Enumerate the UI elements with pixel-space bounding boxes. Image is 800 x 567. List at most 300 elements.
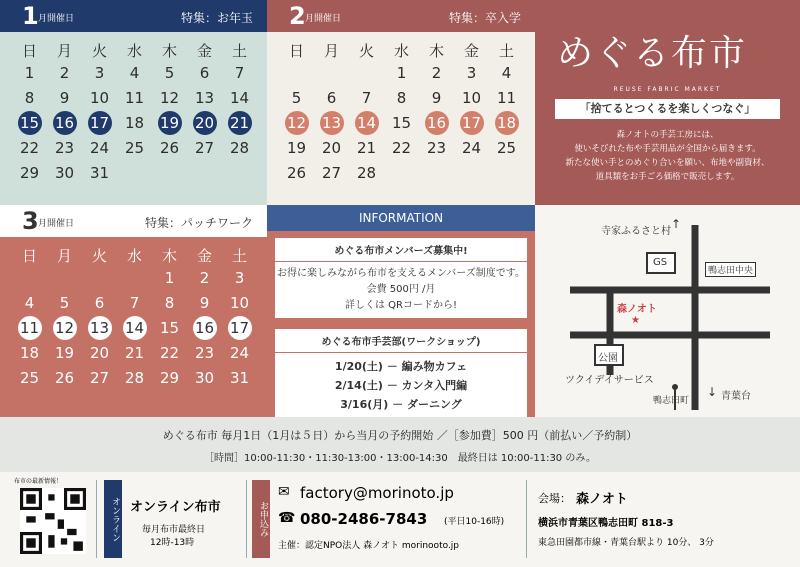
day-number: 5: [164, 63, 175, 82]
day-number: 7: [129, 293, 140, 312]
weekday-label: 水: [126, 41, 142, 60]
weekday-label: 月: [323, 41, 339, 60]
day-number: 14: [229, 88, 250, 107]
brand-description: [541, 128, 794, 184]
day-number: 13: [194, 88, 215, 107]
calendar-day: [82, 341, 117, 365]
week-row: [12, 85, 257, 110]
access-map: [535, 205, 800, 417]
calendar-day: [454, 136, 489, 160]
day-number: [158, 159, 182, 183]
calendar-day: [152, 136, 187, 160]
organizer: 主催：認定NPO法人 森ノオト morinooto.jp: [278, 541, 460, 551]
calendar-day: [152, 316, 187, 340]
weekday-label: 金: [463, 41, 479, 60]
weekday-label: 日: [288, 41, 304, 60]
calendar-day: [454, 61, 489, 85]
contact-tab: お申込み: [252, 480, 270, 558]
event-day: [82, 316, 117, 340]
calendar-day: [82, 161, 117, 185]
desc-line: 新たな使い手とのめぐり合いを願い、布地や副資材、: [565, 158, 770, 168]
day-number: 18: [495, 111, 519, 135]
calendar-day: [12, 291, 47, 315]
day-number: 7: [234, 63, 245, 82]
day-number: [425, 159, 449, 183]
event-day: [152, 111, 187, 135]
day-number: 24: [461, 138, 482, 157]
week-row: [279, 135, 524, 160]
month-number: 3: [22, 207, 39, 235]
month-number: 2: [289, 2, 306, 30]
day-number: 17: [228, 316, 252, 340]
day-number: 19: [286, 138, 307, 157]
calendar-day: [82, 136, 117, 160]
calendar-day: [47, 366, 82, 390]
event-day: [82, 111, 117, 135]
arrow-up-icon: ↑: [671, 217, 682, 231]
desc-line: 森ノオトの手芸工房には、: [616, 130, 719, 140]
workshop-title: めぐる布市手芸部(ワークショップ): [275, 329, 527, 353]
weekday-label: 日: [21, 41, 37, 60]
desc-line: 使いそびれた布や手芸用品が全国から届きます。: [574, 144, 761, 154]
divider: [246, 480, 247, 558]
day-number: 19: [54, 343, 75, 362]
january-calendar: [0, 0, 267, 205]
day-number: 29: [19, 163, 40, 182]
calendar-day: [117, 111, 152, 135]
event-day: [314, 111, 349, 135]
aoba-label: 青葉台: [721, 391, 751, 402]
day-number: 10: [229, 293, 250, 312]
email-link[interactable]: factory@morinoto.jp: [300, 484, 454, 502]
day-number: 24: [89, 138, 110, 157]
feature-label: 特集：お年玉: [180, 11, 253, 25]
march-calendar: [0, 205, 267, 417]
weekday-header: [12, 40, 257, 60]
calendar-day: [82, 291, 117, 315]
calendar-day: [279, 59, 314, 87]
day-number: 22: [19, 138, 40, 157]
brand-slogan: 「捨てるとつくるを楽しくつなぐ」: [555, 99, 780, 119]
day-number: [355, 59, 379, 83]
week-row: [12, 135, 257, 160]
day-number: 13: [88, 316, 112, 340]
calendar-day: [187, 136, 222, 160]
day-number: [495, 159, 519, 183]
schedule-footer: [0, 417, 800, 472]
weekday-label: 火: [91, 246, 107, 265]
day-number: 17: [460, 111, 484, 135]
venue-label: 会場：: [538, 492, 571, 505]
online-sub: 毎月布市最終日: [142, 525, 206, 535]
week-row: [279, 110, 524, 135]
day-number: 26: [286, 163, 307, 182]
weekday-label: 土: [231, 246, 247, 265]
calendar-day: [47, 161, 82, 185]
weekday-label: 火: [358, 41, 374, 60]
day-number: 29: [159, 368, 180, 387]
calendar-day: [384, 159, 419, 187]
weekday-label: 水: [126, 246, 142, 265]
month-number: 1: [22, 2, 39, 30]
park-label: 公園: [598, 353, 618, 364]
calendar-day: [47, 264, 82, 292]
calendar-day: [12, 136, 47, 160]
calendar-day: [117, 341, 152, 365]
month-label: 月開催日: [38, 14, 75, 24]
week-row: [279, 85, 524, 110]
calendar-day: [349, 136, 384, 160]
calendar-day: [419, 61, 454, 85]
calendar-day: [187, 86, 222, 110]
day-number: [460, 159, 484, 183]
calendar-day: [454, 86, 489, 110]
day-number: 10: [461, 88, 482, 107]
day-number: 15: [159, 318, 180, 337]
day-number: 21: [228, 111, 252, 135]
weekday-label: 木: [161, 246, 177, 265]
calendar-day: [47, 136, 82, 160]
day-number: 8: [24, 88, 35, 107]
calendar-day: [117, 291, 152, 315]
day-number: [285, 59, 309, 83]
calendar-day: [12, 366, 47, 390]
day-number: 28: [356, 163, 377, 182]
calendar-day: [187, 291, 222, 315]
day-number: 8: [164, 293, 175, 312]
day-number: [123, 264, 147, 288]
day-number: 11: [18, 316, 42, 340]
week-row: [12, 265, 257, 290]
calendar-day: [279, 161, 314, 185]
calendar-grid: [12, 245, 257, 390]
calendar-day: [82, 61, 117, 85]
online-tab: オンライン: [104, 480, 122, 558]
store-label: 森ノオト: [617, 304, 657, 315]
online-title: オンライン布市: [130, 500, 221, 515]
calendar-day: [47, 291, 82, 315]
day-number: 30: [54, 163, 75, 182]
calendar-day: [152, 366, 187, 390]
phone-number[interactable]: 080-2486-7843: [300, 510, 428, 528]
day-number: [88, 264, 112, 288]
day-number: 23: [54, 138, 75, 157]
day-number: 12: [159, 88, 180, 107]
day-number: 21: [124, 343, 145, 362]
day-number: 10: [89, 88, 110, 107]
day-number: 1: [396, 63, 407, 82]
event-day: [187, 316, 222, 340]
feature-label: 特集：卒入学: [448, 11, 521, 25]
phone-hours: (平日10-16時): [444, 517, 505, 527]
weekday-label: 水: [393, 41, 409, 60]
calendar-day: [489, 159, 524, 187]
calendar-day: [117, 86, 152, 110]
calendar-day: [222, 159, 257, 187]
day-number: 6: [94, 293, 105, 312]
calendar-day: [152, 61, 187, 85]
calendar-day: [152, 159, 187, 187]
event-day: [222, 111, 257, 135]
members-text: [275, 262, 527, 318]
weekday-label: 月: [56, 246, 72, 265]
event-day: [12, 111, 47, 135]
weekday-label: 金: [196, 41, 212, 60]
calendar-grid: [279, 40, 524, 185]
online-time: 12時-13時: [150, 538, 195, 548]
day-number: 27: [89, 368, 110, 387]
day-number: 3: [466, 63, 477, 82]
day-number: 24: [229, 343, 250, 362]
workshop-box: [275, 329, 527, 418]
members-line: 会費 500円 /月: [366, 284, 436, 295]
day-number: 25: [124, 138, 145, 157]
week-row: [279, 160, 524, 185]
calendar-grid: [12, 40, 257, 185]
brand-logo: めぐる布市: [557, 33, 748, 74]
day-number: 9: [431, 88, 442, 107]
day-number: 4: [501, 63, 512, 82]
event-day: [419, 111, 454, 135]
calendar-day: [384, 111, 419, 135]
day-number: [18, 264, 42, 288]
brand-panel: [535, 0, 800, 205]
day-number: [320, 59, 344, 83]
event-day: [454, 111, 489, 135]
calendar-day: [152, 341, 187, 365]
calendar-day: [222, 366, 257, 390]
calendar-day: [82, 366, 117, 390]
schedule-line: めぐる布市 毎月1日（1月は５日）から当月の予約開始 ／［参加費］500 円（前払い／予約制）: [162, 429, 638, 442]
calendar-day: [117, 159, 152, 187]
calendar-day: [187, 341, 222, 365]
day-number: 2: [59, 63, 70, 82]
february-calendar: [267, 0, 535, 205]
day-number: 20: [193, 111, 217, 135]
day-number: 22: [391, 138, 412, 157]
day-number: 2: [431, 63, 442, 82]
calendar-day: [384, 86, 419, 110]
calendar-day: [349, 59, 384, 87]
calendar-day: [314, 136, 349, 160]
members-line: お得に楽しみながら布市を支えるメンバーズ制度です。: [277, 268, 525, 279]
day-number: 15: [18, 111, 42, 135]
calendar-day: [279, 86, 314, 110]
day-number: 25: [19, 368, 40, 387]
calendar-day: [117, 61, 152, 85]
qr-code-icon[interactable]: [20, 488, 86, 554]
day-number: 7: [361, 88, 372, 107]
gs-label: GS: [653, 257, 668, 268]
weekday-label: 木: [428, 41, 444, 60]
day-number: 18: [124, 113, 145, 132]
day-number: 13: [320, 111, 344, 135]
day-number: 28: [124, 368, 145, 387]
arrow-down-icon: ↓: [707, 385, 718, 399]
week-row: [12, 315, 257, 340]
calendar-day: [152, 86, 187, 110]
day-number: 6: [199, 63, 210, 82]
calendar-day: [222, 61, 257, 85]
divider: [526, 480, 527, 558]
calendar-day: [384, 136, 419, 160]
calendar-day: [349, 86, 384, 110]
day-number: 30: [194, 368, 215, 387]
day-number: 17: [88, 111, 112, 135]
calendar-day: [222, 136, 257, 160]
workshop-item: 2/14(土) － カンタ入門編: [334, 379, 468, 392]
access-info: 東急田園都市線・青葉台駅より 10分、 3分: [538, 538, 714, 548]
day-number: 14: [123, 316, 147, 340]
event-day: [12, 316, 47, 340]
event-day: [117, 316, 152, 340]
calendar-day: [419, 86, 454, 110]
day-number: 5: [59, 293, 70, 312]
weekday-label: 日: [21, 246, 37, 265]
calendar-day: [152, 266, 187, 290]
day-number: 25: [496, 138, 517, 157]
week-row: [12, 365, 257, 390]
day-number: [390, 159, 414, 183]
day-number: 22: [159, 343, 180, 362]
station-label: 鴨志田町: [653, 396, 690, 406]
calendar-day: [12, 264, 47, 292]
day-number: 20: [321, 138, 342, 157]
calendar-day: [222, 341, 257, 365]
day-number: 23: [426, 138, 447, 157]
day-number: 5: [291, 88, 302, 107]
calendar-day: [117, 136, 152, 160]
weekday-label: 木: [161, 41, 177, 60]
information-panel: [267, 205, 535, 417]
day-number: 9: [199, 293, 210, 312]
calendar-day: [187, 266, 222, 290]
address: 横浜市青葉区鴨志田町 818-3: [538, 518, 674, 529]
workshop-item: 3/16(月) － ダーニング: [340, 398, 462, 411]
workshop-item: 1/20(土) － 編み物カフェ: [334, 360, 468, 373]
week-row: [12, 110, 257, 135]
event-day: [489, 111, 524, 135]
calendar-day: [12, 61, 47, 85]
day-number: 8: [396, 88, 407, 107]
event-day: [222, 316, 257, 340]
calendar-day: [489, 136, 524, 160]
calendar-day: [47, 61, 82, 85]
february-header: [267, 0, 535, 32]
calendar-day: [82, 86, 117, 110]
star-icon: ★: [631, 315, 640, 326]
calendar-day: [117, 366, 152, 390]
day-number: 31: [89, 163, 110, 182]
calendar-day: [454, 159, 489, 187]
day-number: 4: [24, 293, 35, 312]
day-number: 26: [54, 368, 75, 387]
day-number: 18: [19, 343, 40, 362]
day-number: 11: [124, 88, 145, 107]
day-number: 12: [53, 316, 77, 340]
event-day: [279, 111, 314, 135]
calendar-day: [279, 136, 314, 160]
calendar-day: [187, 61, 222, 85]
brand-subtitle: REUSE FABRIC MARKET: [613, 86, 722, 93]
calendar-day: [419, 159, 454, 187]
calendar-day: [384, 61, 419, 85]
venue-name: 森ノオト: [576, 492, 628, 507]
desc-line: 道具類をお手ごろ価格で販売します。: [595, 172, 740, 182]
calendar-day: [222, 86, 257, 110]
feature-label: 特集：パッチワーク: [144, 216, 253, 230]
event-day: [47, 111, 82, 135]
week-row: [12, 340, 257, 365]
calendar-day: [12, 86, 47, 110]
phone-icon: ☎: [278, 510, 296, 526]
weekday-header: [12, 245, 257, 265]
calendar-day: [314, 59, 349, 87]
workshop-list: [275, 353, 527, 418]
day-number: 1: [164, 268, 175, 287]
day-number: 1: [24, 63, 35, 82]
calendar-day: [222, 291, 257, 315]
day-number: 27: [194, 138, 215, 157]
calendar-day: [314, 86, 349, 110]
calendar-day: [489, 61, 524, 85]
january-header: [0, 0, 267, 32]
day-number: 4: [129, 63, 140, 82]
day-number: 2: [199, 268, 210, 287]
members-title: めぐる布市メンバーズ募集中!: [275, 238, 527, 262]
email-icon: ✉: [278, 484, 290, 500]
calendar-day: [314, 161, 349, 185]
members-line: 詳しくは QRコードから!: [344, 300, 457, 311]
calendar-day: [349, 161, 384, 185]
day-number: 6: [326, 88, 337, 107]
qr-label: 布市の最新情報！: [14, 478, 63, 485]
calendar-day: [152, 291, 187, 315]
members-box: [275, 238, 527, 318]
calendar-day: [419, 136, 454, 160]
temple-label: 寺家ふるさと村: [601, 226, 671, 237]
march-header: [0, 205, 267, 237]
weekday-label: 金: [196, 246, 212, 265]
event-day: [349, 111, 384, 135]
day-number: [228, 159, 252, 183]
month-label: 月開催日: [38, 219, 75, 229]
day-number: 19: [158, 111, 182, 135]
calendar-day: [47, 341, 82, 365]
information-title: INFORMATION: [267, 205, 535, 231]
week-row: [12, 290, 257, 315]
calendar-day: [47, 86, 82, 110]
day-number: [53, 264, 77, 288]
weekday-label: 月: [56, 41, 72, 60]
week-row: [12, 160, 257, 185]
calendar-day: [117, 264, 152, 292]
day-number: 14: [355, 111, 379, 135]
event-day: [47, 316, 82, 340]
day-number: 28: [229, 138, 250, 157]
day-number: 31: [229, 368, 250, 387]
weekday-label: 土: [231, 41, 247, 60]
weekday-label: 土: [498, 41, 514, 60]
day-number: [193, 159, 217, 183]
day-number: 16: [53, 111, 77, 135]
day-number: 21: [356, 138, 377, 157]
contact-strip: [0, 472, 800, 567]
week-row: [12, 60, 257, 85]
calendar-day: [187, 159, 222, 187]
calendar-day: [82, 264, 117, 292]
time-line: ［時間］10:00-11:30・11:30-13:00・13:00-14:30 最終日は 10:00-11:30 のみ。: [204, 453, 596, 464]
